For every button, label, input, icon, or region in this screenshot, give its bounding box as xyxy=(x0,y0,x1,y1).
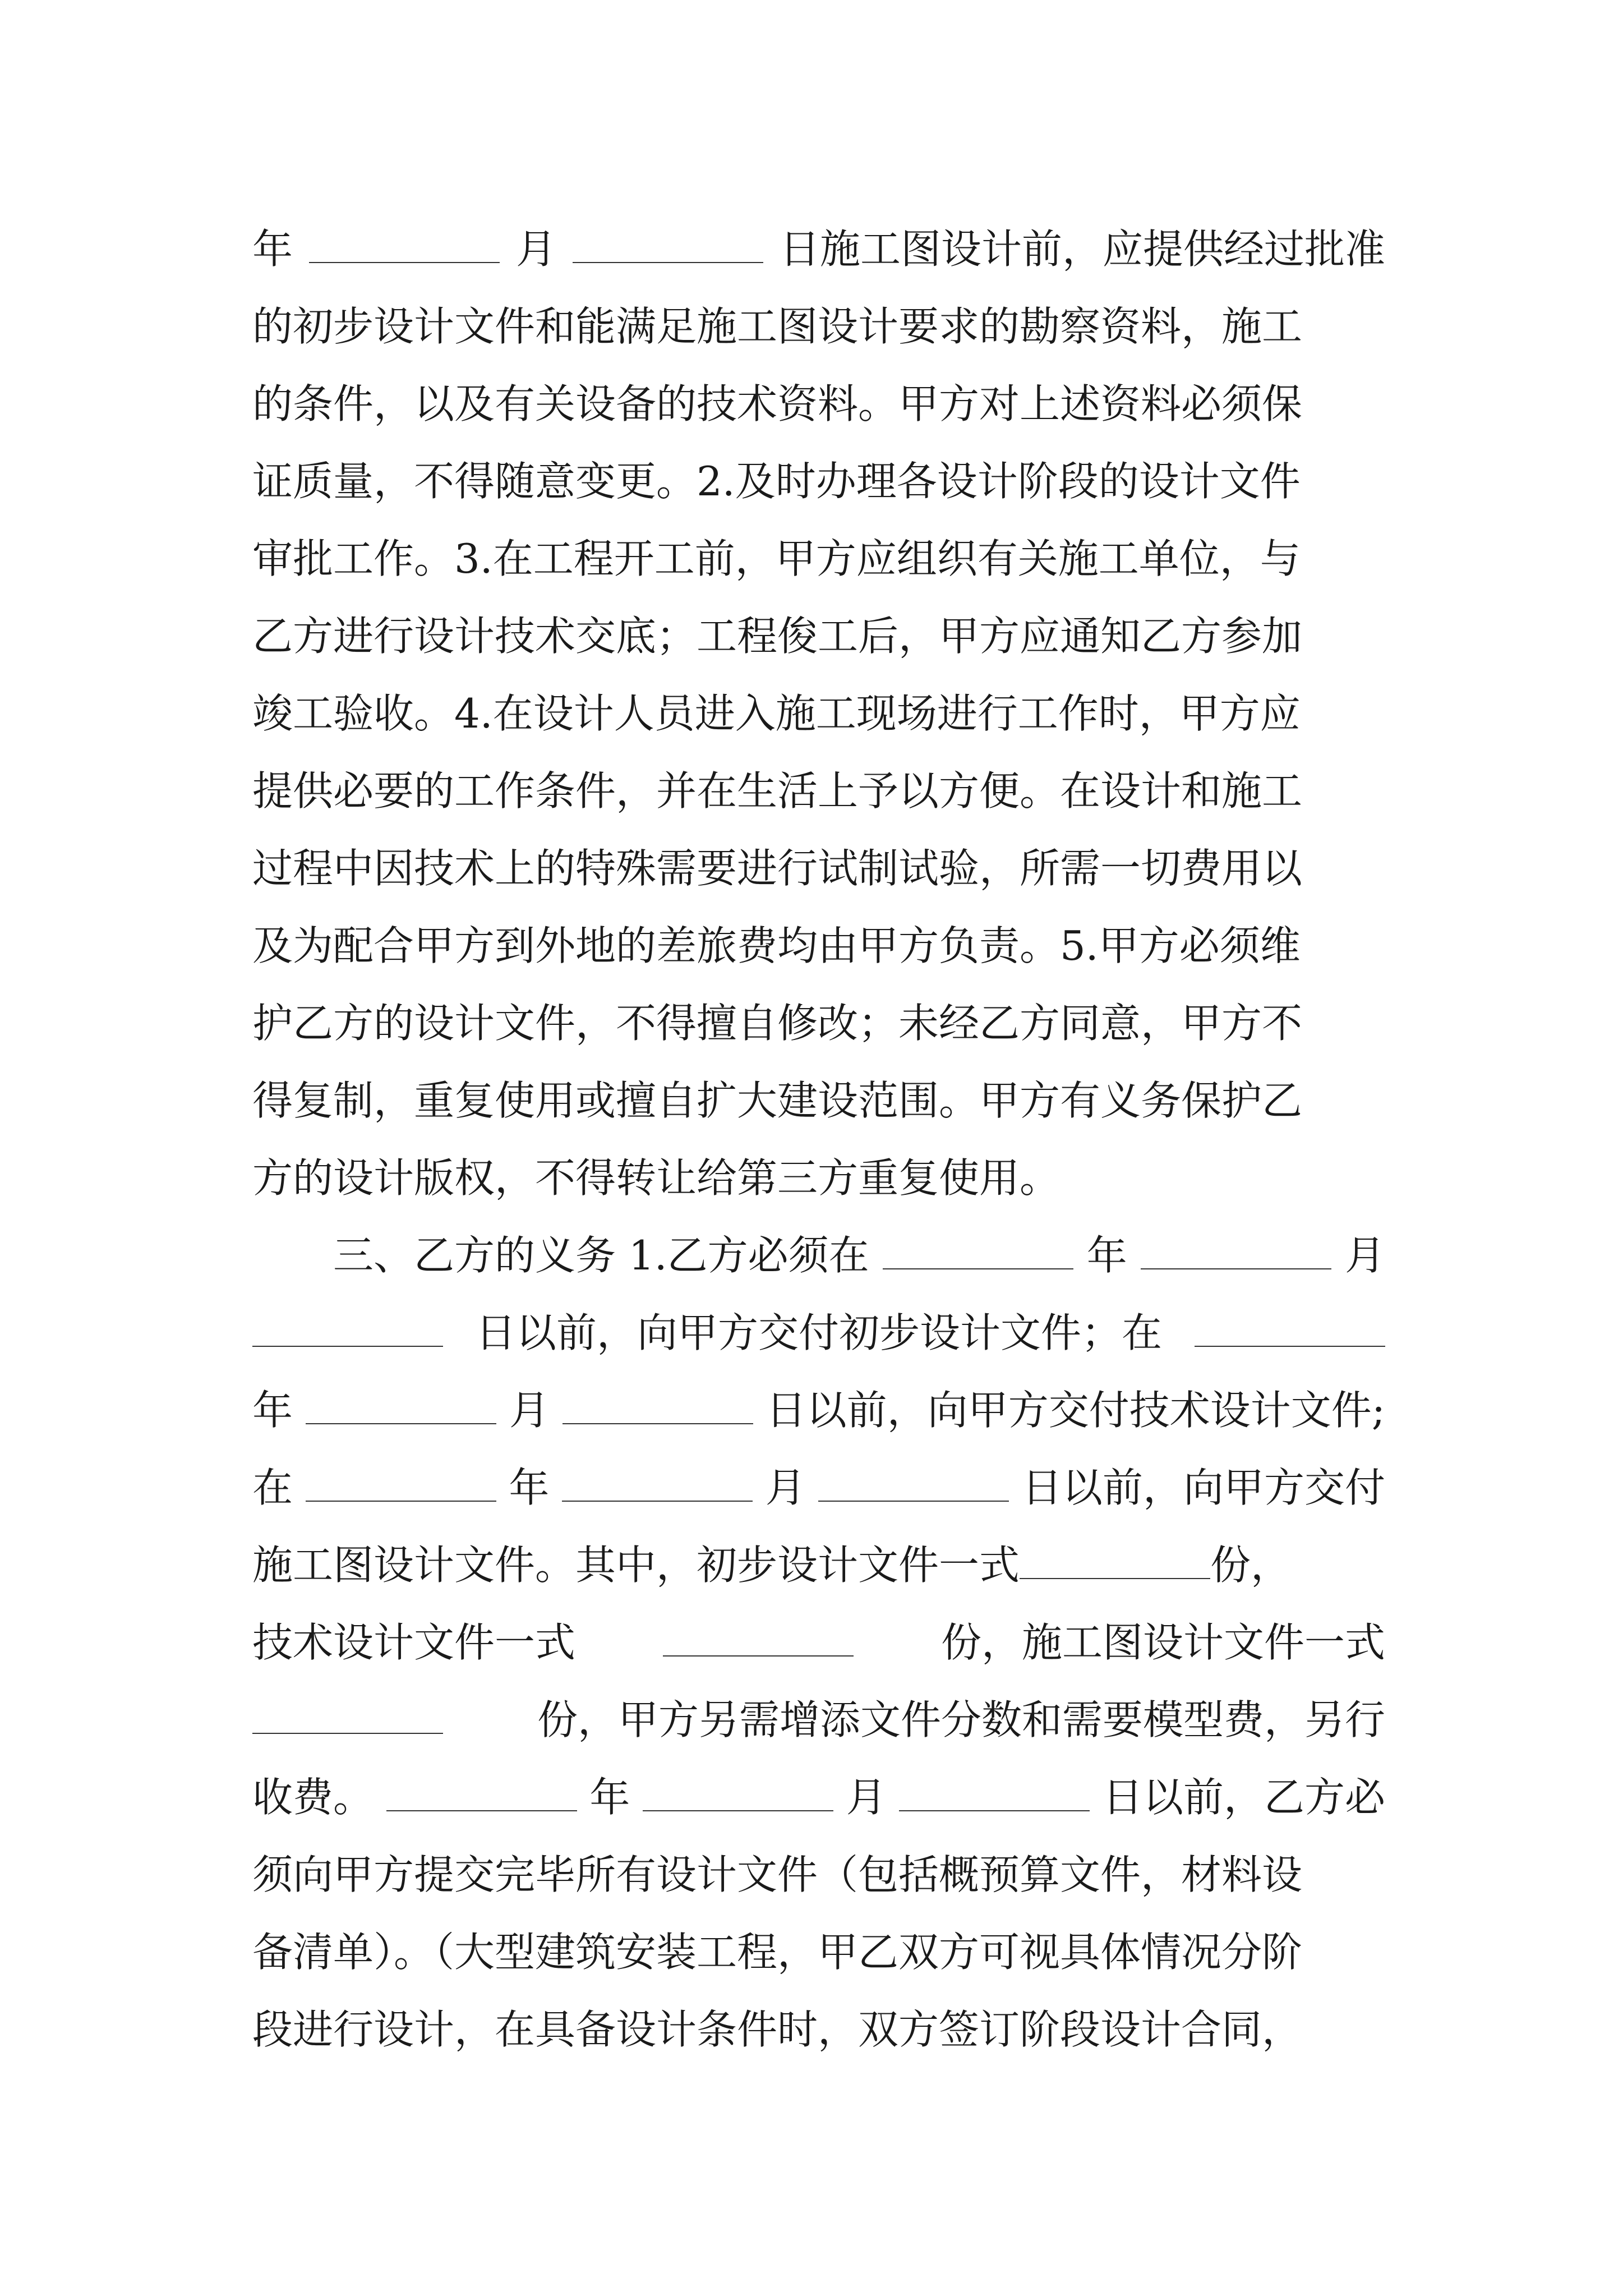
text-segment: 审批工作。3.在工程开工前，甲方应组织有关施工单位，与 xyxy=(252,535,1301,582)
fill-in-blank xyxy=(643,1777,833,1811)
text-segment: 月 xyxy=(509,1387,550,1434)
text-line xyxy=(252,520,1385,597)
text-line xyxy=(252,1604,1385,1681)
text-segment: 日以前，向甲方交付初步设计文件；在 xyxy=(475,1309,1162,1356)
fill-in-blank xyxy=(306,1467,496,1502)
text-segment: 日以前，向甲方交付 xyxy=(1021,1464,1385,1511)
text-segment: 份，施工图设计文件一式 xyxy=(940,1619,1385,1666)
fill-in-blank xyxy=(252,1312,443,1347)
text-line xyxy=(252,210,1385,288)
text-segment: 份，甲方另需增添文件分数和需要模型费，另行 xyxy=(537,1696,1385,1743)
text-segment: 月 xyxy=(765,1464,806,1511)
fill-in-blank xyxy=(1195,1312,1385,1347)
fill-in-blank xyxy=(1020,1544,1210,1579)
text-line xyxy=(252,907,1385,984)
text-segment: 年 xyxy=(252,1387,293,1434)
text-line xyxy=(252,1139,1385,1217)
text-segment: 在 xyxy=(252,1464,293,1511)
text-line xyxy=(252,1759,1385,1836)
text-segment: 月 xyxy=(1344,1232,1385,1279)
text-segment: 的初步设计文件和能满足施工图设计要求的勘察资料，施工 xyxy=(252,303,1303,350)
text-segment: 及为配合甲方到外地的差旅费均由甲方负责。5.甲方必须维 xyxy=(252,922,1301,969)
text-segment: 须向甲方提交完毕所有设计文件（包括概预算文件，材料设 xyxy=(252,1851,1303,1898)
text-segment: 得复制，重复使用或擅自扩大建设范围。甲方有义务保护乙 xyxy=(252,1077,1303,1124)
text-segment: 年 xyxy=(1086,1232,1127,1279)
text-segment: 提供必要的工作条件，并在生活上予以方便。在设计和施工 xyxy=(252,767,1303,815)
contract-text xyxy=(252,210,1385,2068)
text-segment: 乙方进行设计技术交底；工程俊工后，甲方应通知乙方参加 xyxy=(252,613,1303,660)
fill-in-blank xyxy=(899,1777,1090,1811)
text-segment: 备清单）。（大型建筑安装工程，甲乙双方可视具体情况分阶 xyxy=(252,1929,1303,1976)
text-segment: 收费。 xyxy=(252,1774,374,1821)
text-segment: 三、乙方的义务 1.乙方必须在 xyxy=(333,1232,869,1279)
text-line xyxy=(252,1294,1385,1372)
fill-in-blank xyxy=(309,228,500,263)
text-line xyxy=(252,1836,1385,1913)
text-segment: 日以前，向甲方交付技术设计文件; xyxy=(766,1387,1385,1434)
fill-in-blank xyxy=(818,1467,1009,1502)
text-segment: 施工图设计文件。其中，初步设计文件一式 xyxy=(252,1542,1020,1589)
text-line xyxy=(252,597,1385,675)
text-segment: 方的设计版权，不得转让给第三方重复使用。 xyxy=(252,1154,1061,1202)
text-segment: 段进行设计，在具备设计条件时，双方签订阶段设计合同， xyxy=(252,2006,1303,2053)
fill-in-blank xyxy=(306,1389,496,1424)
text-line xyxy=(252,984,1385,1062)
fill-in-blank xyxy=(663,1622,854,1657)
fill-in-blank xyxy=(562,1389,753,1424)
text-line xyxy=(252,1526,1385,1604)
text-segment: 竣工验收。4.在设计人员进入施工现场进行工作时，甲方应 xyxy=(252,690,1301,737)
text-line xyxy=(252,365,1385,443)
text-segment: 年 xyxy=(589,1774,630,1821)
text-segment: 技术设计文件一式 xyxy=(252,1619,576,1666)
text-segment: 的条件，以及有关设备的技术资料。甲方对上述资料必须保 xyxy=(252,380,1303,427)
text-segment: 月 xyxy=(515,226,556,273)
text-segment: 护乙方的设计文件，不得擅自修改；未经乙方同意，甲方不 xyxy=(252,1000,1303,1047)
fill-in-blank xyxy=(252,1699,443,1734)
text-line xyxy=(252,675,1385,752)
text-line xyxy=(252,830,1385,907)
text-line xyxy=(252,1372,1385,1449)
text-line xyxy=(252,1449,1385,1526)
text-segment: 月 xyxy=(846,1774,887,1821)
text-segment: 年 xyxy=(252,226,293,273)
text-line xyxy=(252,752,1385,830)
text-line xyxy=(252,443,1385,520)
fill-in-blank xyxy=(386,1777,577,1811)
text-line xyxy=(252,1681,1385,1759)
text-segment: 日以前，乙方必 xyxy=(1102,1774,1385,1821)
fill-in-blank xyxy=(883,1235,1073,1269)
text-segment: 日施工图设计前，应提供经过批准 xyxy=(779,226,1385,273)
text-segment: 份， xyxy=(1210,1542,1292,1589)
fill-in-blank xyxy=(1141,1235,1331,1269)
text-line xyxy=(252,1913,1385,1991)
text-line xyxy=(252,288,1385,365)
text-segment: 证质量，不得随意变更。2.及时办理各设计阶段的设计文件 xyxy=(252,458,1301,505)
fill-in-blank xyxy=(562,1467,753,1502)
fill-in-blank xyxy=(573,228,763,263)
text-line xyxy=(252,1991,1385,2068)
text-line xyxy=(252,1217,1385,1294)
text-line xyxy=(252,1062,1385,1139)
text-segment: 年 xyxy=(509,1464,550,1511)
text-segment: 过程中因技术上的特殊需要进行试制试验，所需一切费用以 xyxy=(252,845,1303,892)
